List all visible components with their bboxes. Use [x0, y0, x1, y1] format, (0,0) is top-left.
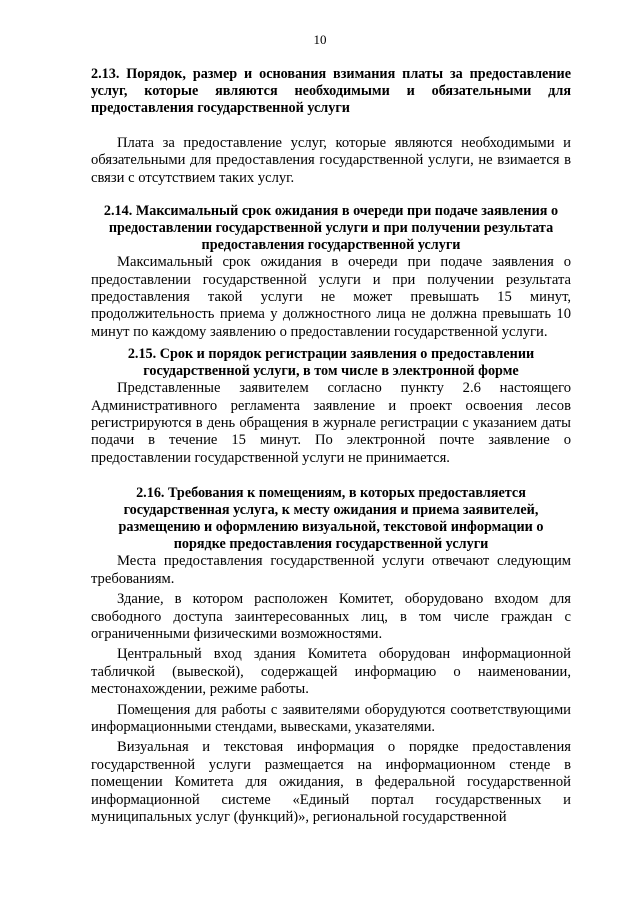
section-2-16-paragraph-3: Центральный вход здания Комитета оборудован информационной табличкой (вывеской), содержащей информацию о наименовании, местонахождении, режиме работы. [91, 646, 571, 698]
section-2-14-paragraph: Максимальный срок ожидания в очереди при подаче заявления о предоставлении государственной услуги и при получении результата предоставления такой услуги не может превышать 15 минут, продолжительность приема у должностного лица не должна превышать 10 минут по каждому заявлению о предоставлении государственной услуги. [91, 254, 571, 340]
section-2-15-paragraph: Представленные заявителем согласно пункту 2.6 настоящего Административного регламента заявление и проект освоения лесов регистрируются в день обращения в журнале регистрации с указанием даты подачи в течение 15 минут. По электронной почте заявление о предоставлении государственной услуги не принимается. [91, 380, 571, 466]
page-content [91, 66, 571, 826]
section-2-16-paragraph-5: Визуальная и текстовая информация о порядке предоставления государственной услуги размещается на информационном стенде в помещении Комитета для ожидания, в федеральной государственной информационной системе «Единый портал государственных и муниципальных услуг (функций)», региональной государственной [91, 739, 571, 825]
page-number: 10 [313, 32, 327, 47]
section-2-16-paragraph-4: Помещения для работы с заявителями оборудуются соответствующими информационными стендами, вывесками, указателями. [91, 701, 571, 735]
section-heading-2-15: 2.15. Срок и порядок регистрации заявления о предоставлении государственной услуги, в том числе в электронной форме [127, 346, 535, 380]
section-2-13-paragraph: Плата за предоставление услуг, которые являются необходимыми и обязательными для предоставления государственной услуги, не взимается в связи с отсутствием таких услуг. [91, 135, 571, 186]
section-heading-2-13: 2.13. Порядок, размер и основания взимания платы за предоставление услуг, которые являются необходимыми и обязательными для предоставления государственной услуги [91, 66, 571, 116]
section-2-16-paragraph-1: Места предоставления государственной услуги отвечают следующим требованиям. [91, 553, 571, 587]
section-2-16-paragraph-2: Здание, в котором расположен Комитет, оборудовано входом для свободного доступа заинтересованных лиц, в том числе граждан с ограниченными физическими возможностями. [91, 591, 571, 642]
section-heading-2-16: 2.16. Требования к помещениям, в которых предоставляется государственная услуга, к месту ожидания и приема заявителей, размещению и оформлению визуальной, текстовой информации о порядке предоставления государственной услуги [118, 485, 544, 553]
section-heading-2-14: 2.14. Максимальный срок ожидания в очереди при подаче заявления о предоставлении государственной услуги и при получении результата предоставления государственной услуги [103, 203, 559, 254]
